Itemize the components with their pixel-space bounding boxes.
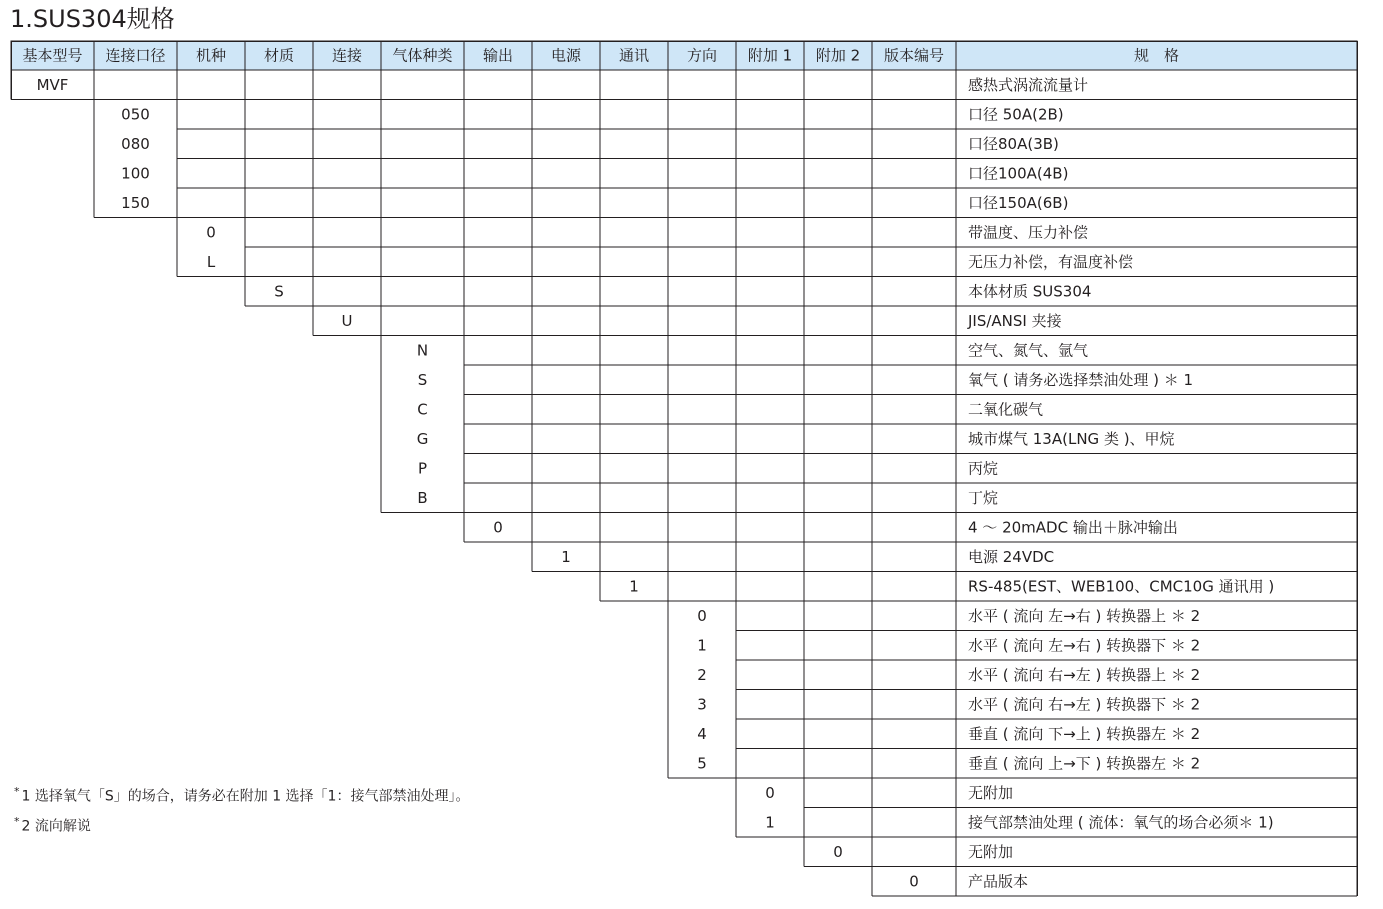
footnote-2 <box>14 813 91 836</box>
spec-cell: 接气部禁油处理 ( 流体：氧气的场合必须＊ 1) <box>968 813 1274 832</box>
code-cell: U <box>341 311 353 330</box>
code-cell: MVF <box>36 75 69 94</box>
spec-cell: 电源 24VDC <box>968 547 1055 566</box>
code-cell: 050 <box>121 105 150 124</box>
code-cell: 1 <box>629 577 639 596</box>
column-header: 通讯 <box>618 46 650 65</box>
footnote-mark: * <box>14 815 20 828</box>
footnote-text: 1 选择氧气「S」的场合，请务必在附加 1 选择「1：接气部禁油处理」。 <box>21 788 470 805</box>
code-cell: L <box>206 252 216 271</box>
column-header: 电源 <box>550 46 582 65</box>
code-cell: 0 <box>909 872 919 891</box>
spec-cell: JIS/ANSI 夹接 <box>968 311 1062 330</box>
code-cell: 0 <box>493 518 503 537</box>
code-cell: 080 <box>121 134 150 153</box>
code-cell: B <box>417 488 428 507</box>
spec-cell: 水平 ( 流向 左→右 ) 转换器下 ＊ 2 <box>968 636 1201 655</box>
spec-cell: RS-485(EST、WEB100、CMC10G 通讯用 ) <box>968 577 1275 596</box>
column-header: 连接 <box>331 46 363 65</box>
column-header: 附加 2 <box>815 46 861 65</box>
column-header: 输出 <box>482 46 514 65</box>
code-cell: 1 <box>697 636 707 655</box>
spec-cell: 氧气 ( 请务必选择禁油处理 ) ＊ 1 <box>968 370 1194 389</box>
spec-cell: 无附加 <box>968 783 1014 802</box>
column-header: 气体种类 <box>392 46 453 65</box>
code-cell: 150 <box>121 193 150 212</box>
code-cell: C <box>417 400 428 419</box>
column-header: 机种 <box>195 46 227 65</box>
code-cell: 2 <box>697 665 707 684</box>
column-header: 材质 <box>263 46 295 65</box>
column-header: 方向 <box>686 46 718 65</box>
code-cell: 4 <box>697 724 707 743</box>
code-cell: 3 <box>697 695 707 714</box>
column-header: 连接口径 <box>105 46 166 65</box>
spec-cell: 口径 50A(2B) <box>968 105 1064 124</box>
spec-cell: 水平 ( 流向 左→右 ) 转换器上 ＊ 2 <box>968 606 1201 625</box>
column-header: 基本型号 <box>22 46 83 65</box>
footnote-text: 2 流向解说 <box>21 818 91 835</box>
spec-cell: 无附加 <box>968 842 1014 861</box>
column-header: 版本编号 <box>883 46 945 65</box>
code-cell: 0 <box>765 783 775 802</box>
spec-cell: 垂直 ( 流向 上→下 ) 转换器左 ＊ 2 <box>968 754 1201 773</box>
spec-cell: 带温度、压力补偿 <box>968 223 1089 242</box>
code-cell: 100 <box>121 164 150 183</box>
footnote-mark: * <box>14 785 20 798</box>
spec-cell: 4 ～ 20mADC 输出＋脉冲输出 <box>968 518 1178 537</box>
code-cell: 1 <box>765 813 775 832</box>
spec-cell: 感热式涡流流量计 <box>968 75 1089 94</box>
code-cell: 1 <box>561 547 571 566</box>
code-cell: 5 <box>697 754 707 773</box>
spec-cell: 产品版本 <box>968 872 1029 891</box>
column-header: 附加 1 <box>747 46 793 65</box>
spec-cell: 水平 ( 流向 右→左 ) 转换器上 ＊ 2 <box>968 665 1201 684</box>
spec-cell: 丁烷 <box>968 488 999 507</box>
code-cell: 0 <box>206 223 216 242</box>
spec-cell: 口径100A(4B) <box>968 164 1069 183</box>
spec-cell: 无压力补偿，有温度补偿 <box>968 252 1134 271</box>
spec-cell: 二氧化碳气 <box>968 400 1044 419</box>
spec-cell: 垂直 ( 流向 下→上 ) 转换器左 ＊ 2 <box>968 724 1201 743</box>
code-cell: 0 <box>697 606 707 625</box>
spec-cell: 口径80A(3B) <box>968 134 1059 153</box>
spec-cell: 水平 ( 流向 右→左 ) 转换器下 ＊ 2 <box>968 695 1201 714</box>
page-title: 1.SUS304规格 <box>10 5 175 33</box>
column-header: 规 格 <box>1133 46 1180 65</box>
footnote-1 <box>14 783 469 806</box>
code-cell: N <box>416 341 429 360</box>
code-cell: S <box>274 282 284 301</box>
code-cell: 0 <box>833 842 843 861</box>
spec-cell: 城市煤气 13A(LNG 类 )、甲烷 <box>968 429 1175 448</box>
spec-cell: 丙烷 <box>968 459 999 478</box>
code-cell: G <box>416 429 429 448</box>
spec-cell: 空气、氮气、氩气 <box>968 341 1089 360</box>
code-cell: S <box>417 370 428 389</box>
code-cell: P <box>417 459 428 478</box>
spec-cell: 口径150A(6B) <box>968 193 1069 212</box>
spec-cell: 本体材质 SUS304 <box>968 282 1092 301</box>
